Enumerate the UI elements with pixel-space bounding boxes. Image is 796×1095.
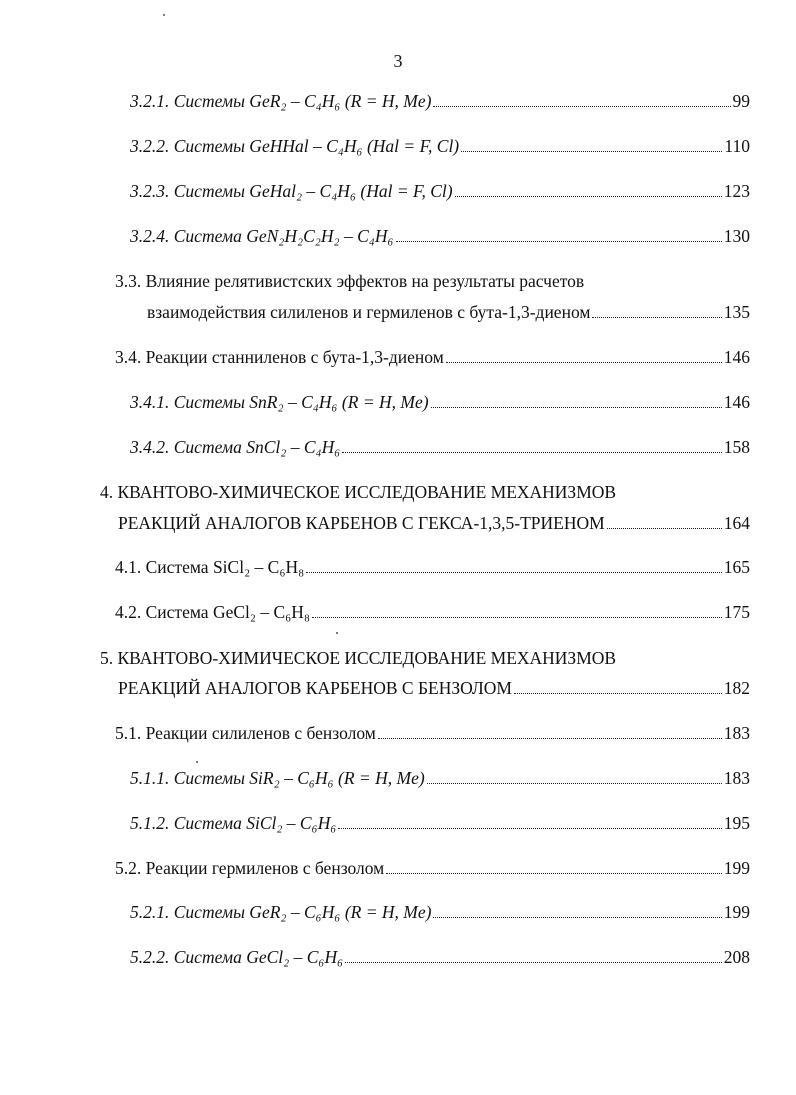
- toc-entry-5-2-1[interactable]: [130, 901, 750, 923]
- toc-entry-title: 3.4.1. Системы SnR₂ – C₄H₆ (R = H, Me): [130, 392, 429, 412]
- dot-leader: [514, 693, 722, 694]
- toc-entry-page: 199: [723, 858, 750, 878]
- toc-entry-page: 182: [723, 678, 750, 698]
- toc-entry-3-3-line1: 3.3. Влияние релятивистских эффектов на результаты расчетов: [115, 271, 585, 291]
- toc-entry-page: 146: [723, 347, 750, 367]
- toc-entry-page: 99: [732, 91, 750, 111]
- toc-entry-title: 5.1.1. Системы SiR₂ – C₆H₆ (R = H, Me): [130, 768, 425, 788]
- toc-entry-page: 130: [723, 226, 750, 246]
- toc-entry-3-2-3[interactable]: [130, 180, 750, 202]
- toc-entry-page: 123: [723, 181, 750, 201]
- toc-entry-3-4-2[interactable]: [130, 436, 750, 458]
- dot-leader: [431, 407, 722, 408]
- dot-leader: [433, 106, 730, 107]
- toc-entry-title: 3.4. Реакции станниленов с бута-1,3-диеном: [115, 347, 444, 367]
- toc-entry-page: 183: [723, 723, 750, 743]
- toc-entry-title: 3.2.3. Системы GeHal₂ – C₄H₆ (Hal = F, Cl): [130, 181, 453, 201]
- toc-entry-3-2-2[interactable]: [130, 135, 750, 157]
- toc-entry-title: 5.1. Реакции силиленов с бензолом: [115, 723, 376, 743]
- scan-speck: [336, 632, 338, 634]
- toc-entry-page: 208: [723, 947, 750, 967]
- dot-leader: [461, 151, 722, 152]
- dot-leader: [306, 572, 722, 573]
- toc-entry-title: взаимодействия силиленов и гермиленов с бута-1,3-диеном: [147, 302, 591, 322]
- toc-entry-5-1-2[interactable]: [130, 812, 750, 834]
- toc-entry-title: 3.4.2. Система SnCl₂ – C₄H₆: [130, 437, 341, 457]
- toc-entry-5-1[interactable]: [115, 722, 750, 744]
- toc-entry-page: 158: [723, 437, 750, 457]
- toc-entry-title: 3.2.4. Система GeN₂H₂C₂H₂ – C₄H₆: [130, 226, 394, 246]
- toc-entry-title: 5.2. Реакции гермиленов с бензолом: [115, 858, 385, 878]
- toc-entry-3-2-4[interactable]: [130, 225, 750, 247]
- toc-chapter-4[interactable]: [118, 512, 750, 534]
- toc-entry-page: 164: [723, 513, 750, 533]
- toc-entry-title: 5.1.2. Система SiCl₂ – C₆H₆: [130, 813, 337, 833]
- toc-entry-title: 3.2.2. Системы GeHHal – C₄H₆ (Hal = F, Cl): [130, 136, 460, 156]
- toc-entry-3-4[interactable]: [115, 346, 750, 368]
- toc-entry-title: 4.1. Система SiCl₂ – C₆H₈: [115, 557, 305, 577]
- dot-leader: [446, 362, 722, 363]
- toc-chapter-5[interactable]: [118, 677, 750, 699]
- toc-entry-5-1-1[interactable]: [130, 767, 750, 789]
- dot-leader: [312, 617, 722, 618]
- toc-entry-page: 195: [723, 813, 750, 833]
- scan-speck: [163, 14, 165, 16]
- page-number: 3: [393, 51, 403, 71]
- toc-entry-title: РЕАКЦИЙ АНАЛОГОВ КАРБЕНОВ С ГЕКСА-1,3,5-ТРИЕНОМ: [118, 513, 605, 533]
- toc-entry-page: 175: [723, 602, 750, 622]
- toc-entry-page: 183: [723, 768, 750, 788]
- toc-entry-title: 5.2.1. Системы GeR₂ – C₆H₆ (R = H, Me): [130, 902, 432, 922]
- dot-leader: [378, 738, 722, 739]
- dot-leader: [607, 528, 722, 529]
- scan-speck: [196, 761, 198, 763]
- toc-entry-title: РЕАКЦИЙ АНАЛОГОВ КАРБЕНОВ С БЕНЗОЛОМ: [118, 678, 512, 698]
- toc-entry-3-4-1[interactable]: [130, 391, 750, 413]
- dot-leader: [455, 196, 722, 197]
- dot-leader: [592, 317, 721, 318]
- toc-entry-5-2-2[interactable]: [130, 946, 750, 968]
- toc-chapter-5-line1: 5. КВАНТОВО-ХИМИЧЕСКОЕ ИССЛЕДОВАНИЕ МЕХАНИЗМОВ: [100, 648, 617, 668]
- toc-entry-page: 146: [723, 392, 750, 412]
- toc-entry-title: 5.2.2. Система GeCl₂ – C₆H₆: [130, 947, 344, 967]
- toc-entry-title: 3.2.1. Системы GeR₂ – C₄H₆ (R = H, Me): [130, 91, 432, 111]
- dot-leader: [386, 873, 722, 874]
- toc-entry-4-2[interactable]: [115, 601, 750, 623]
- toc-entry-4-1[interactable]: [115, 556, 750, 578]
- toc-entry-title: 4.2. Система GeCl₂ – C₆H₈: [115, 602, 310, 622]
- toc-entry-page: 165: [723, 557, 750, 577]
- toc-entry-page: 110: [724, 136, 750, 156]
- dot-leader: [345, 962, 722, 963]
- toc-entry-page: 199: [723, 902, 750, 922]
- toc-entry-3-2-1[interactable]: [130, 90, 750, 112]
- toc-entry-3-3[interactable]: [147, 301, 750, 323]
- dot-leader: [427, 783, 722, 784]
- dot-leader: [338, 828, 721, 829]
- toc-chapter-4-line1: 4. КВАНТОВО-ХИМИЧЕСКОЕ ИССЛЕДОВАНИЕ МЕХАНИЗМОВ: [100, 482, 617, 502]
- dot-leader: [396, 241, 722, 242]
- toc-entry-page: 135: [723, 302, 750, 322]
- dot-leader: [433, 917, 721, 918]
- toc-entry-5-2[interactable]: [115, 857, 750, 879]
- dot-leader: [342, 452, 721, 453]
